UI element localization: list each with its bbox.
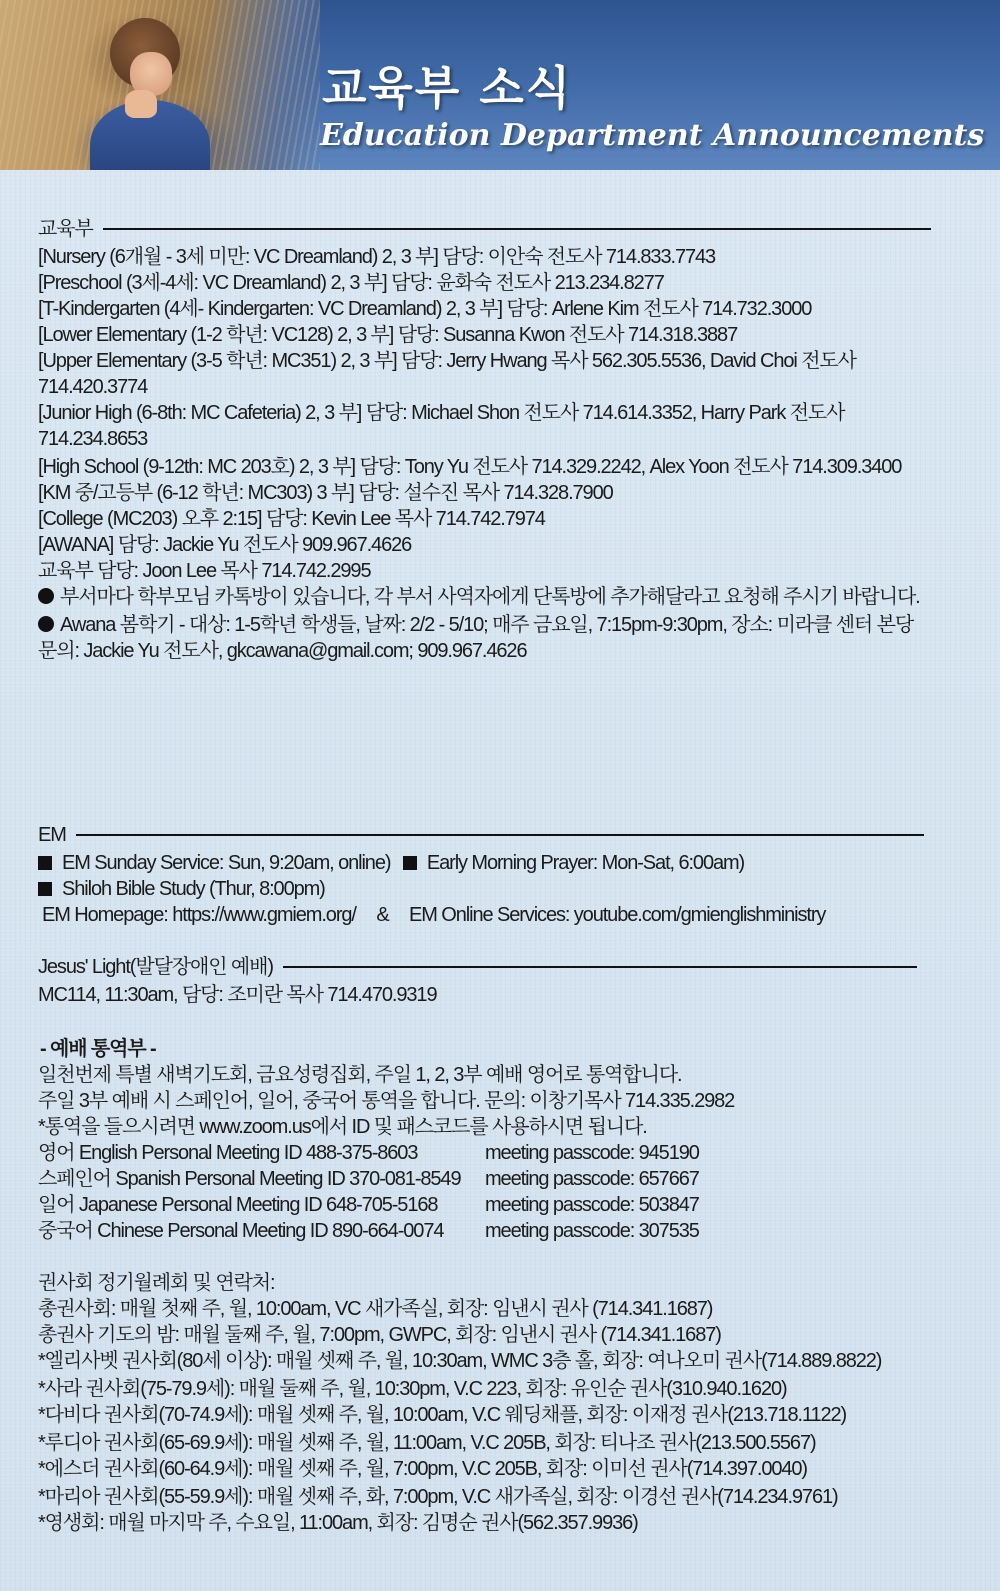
jesus-light-heading-rule (283, 966, 917, 968)
education-line: [High School (9-12th: MC 203호) 2, 3 부] 담당: Tony Yu 전도사 714.329.2242, Alex Yoon 전도사 714.309.3400 (38, 456, 902, 478)
kwonsa-line: 총권사 기도의 밤: 매월 둘째 주, 월, 7:00pm, GWPC, 회장: 임낸시 권사 (714.341.1687) (38, 1324, 721, 1346)
kwonsa-line: *사라 권사회(75-79.9세): 매월 둘째 주, 월, 10:30pm, V.C 223, 회장: 유인순 권사(310.940.1620) (38, 1378, 787, 1400)
square-bullet-icon (38, 882, 52, 896)
meeting-passcode: meeting passcode: 503847 (485, 1194, 699, 1216)
header-title-korean: 교육부 소식 (322, 61, 573, 115)
interpretation-line: 주일 3부 예배 시 스페인어, 일어, 중국어 통역을 합니다. 문의: 이창기목사 714.335.2982 (38, 1090, 735, 1112)
education-line: 714.234.8653 (38, 428, 148, 450)
em-online-services: EM Online Services: youtube.com/gmienglishministry (409, 904, 826, 926)
meeting-id: 일어 Japanese Personal Meeting ID 648-705-5168 (38, 1194, 438, 1216)
meeting-passcode: meeting passcode: 945190 (485, 1142, 699, 1164)
header-title-english: Education Department Announcements (320, 118, 985, 153)
praying-hands-shape (125, 90, 157, 118)
interpretation-line: *통역을 들으시려면 www.zoom.us에서 ID 및 패스코드를 사용하시면 됩니다. (38, 1116, 647, 1138)
interpretation-line: 일천번제 특별 새벽기도회, 금요성령집회, 주일 1, 2, 3부 예배 영어로 통역합니다. (38, 1064, 682, 1086)
education-line: [Nursery (6개월 - 3세 미만: VC Dreamland) 2, 3 부] 담당: 이안숙 전도사 714.833.7743 (38, 246, 716, 268)
kwonsa-line: *다비다 권사회(70-74.9세): 매월 셋째 주, 월, 10:00am, V.C 웨딩채플, 회장: 이재정 권사(213.718.1122) (38, 1404, 847, 1426)
kwonsa-line: *에스더 권사회(60-64.9세): 매월 셋째 주, 월, 7:00pm, V.C 205B, 회장: 이미선 권사(714.397.0040) (38, 1458, 807, 1480)
education-line: [T-Kindergarten (4세- Kindergarten: VC Dreamland) 2, 3 부] 담당: Arlene Kim 전도사 714.732.3000 (38, 298, 812, 320)
education-line: [Junior High (6-8th: MC Cafeteria) 2, 3 부] 담당: Michael Shon 전도사 714.614.3352, Harry Park 전도사 (38, 402, 845, 424)
awana-inquiry: 문의: Jackie Yu 전도사, gkcawana@gmail.com; 909.967.4626 (38, 640, 527, 662)
jesus-light-heading-text: Jesus' Light(발달장애인 예배) (38, 956, 273, 978)
education-line: [AWANA] 담당: Jackie Yu 전도사 909.967.4626 (38, 534, 412, 556)
education-line: [Preschool (3세-4세: VC Dreamland) 2, 3 부] 담당: 윤화숙 전도사 213.234.8277 (38, 272, 664, 294)
em-section-heading (38, 822, 924, 848)
kwonsa-line: 총권사회: 매월 첫째 주, 월, 10:00am, VC 새가족실, 회장: 임낸시 권사 (714.341.1687) (38, 1298, 713, 1320)
header-banner (0, 0, 1000, 170)
em-early-prayer: Early Morning Prayer: Mon-Sat, 6:00am) (426, 852, 745, 874)
bullet-dot-icon (38, 588, 54, 604)
education-line: [Lower Elementary (1-2 학년: VC128) 2, 3 부] 담당: Susanna Kwon 전도사 714.318.3887 (38, 324, 738, 346)
jesus-light-section-heading (38, 954, 917, 980)
education-line: [College (MC203) 오후 2:15] 담당: Kevin Lee 목사 714.742.7974 (38, 508, 545, 530)
kwonsa-line: *마리아 권사회(55-59.9세): 매월 셋째 주, 화, 7:00pm, V.C 새가족실, 회장: 이경선 권사(714.234.9761) (38, 1486, 838, 1508)
em-heading-text: EM (38, 824, 66, 846)
meeting-id: 영어 English Personal Meeting ID 488-375-8603 (38, 1142, 418, 1164)
kwonsa-line: *엘리사벳 권사회(80세 이상): 매월 셋째 주, 월, 10:30am, WMC 3층 홀, 회장: 여나오미 권사(714.889.8822) (38, 1350, 882, 1372)
em-homepage: EM Homepage: https://www.gmiem.org/ (42, 904, 356, 926)
interpretation-heading: - 예배 통역부 - (40, 1038, 156, 1060)
meeting-passcode: meeting passcode: 657667 (485, 1168, 699, 1190)
education-line: [KM 중/고등부 (6-12 학년: MC303) 3 부] 담당: 설수진 목사 714.328.7900 (38, 482, 613, 504)
em-ampersand: & (376, 904, 389, 926)
jesus-light-line: MC114, 11:30am, 담당: 조미란 목사 714.470.9319 (38, 984, 437, 1006)
em-shiloh-bible-study: Shiloh Bible Study (Thur, 8:00pm) (62, 878, 325, 900)
child-praying-photo (0, 0, 320, 170)
kwonsa-heading: 권사회 정기월례회 및 연락처: (38, 1272, 275, 1294)
meeting-id: 스페인어 Spanish Personal Meeting ID 370-081-8549 (38, 1168, 461, 1190)
meeting-passcode: meeting passcode: 307535 (485, 1220, 699, 1242)
education-bullet-text: 부서마다 학부모님 카톡방이 있습니다, 각 부서 사역자에게 단톡방에 추가해달라고 요청해 주시기 바랍니다. (60, 586, 920, 608)
em-service-line (38, 850, 744, 876)
education-heading-rule (103, 228, 931, 230)
education-line: 교육부 담당: Joon Lee 목사 714.742.2995 (38, 560, 371, 582)
bullet-dot-icon (38, 616, 54, 632)
kwonsa-line: *영생회: 매월 마지막 주, 수요일, 11:00am, 회장: 김명순 권사(562.357.9936) (38, 1512, 638, 1534)
education-section-heading (38, 216, 931, 242)
education-bullet (38, 612, 913, 638)
education-bullet (38, 584, 920, 610)
square-bullet-icon (403, 856, 417, 870)
kwonsa-line: *루디아 권사회(65-69.9세): 매월 셋째 주, 월, 11:00am, V.C 205B, 회장: 티나조 권사(213.500.5567) (38, 1432, 816, 1454)
education-line: 714.420.3774 (38, 376, 148, 398)
education-bullet-text: Awana 봄학기 - 대상: 1-5학년 학생들, 날짜: 2/2 - 5/10; 매주 금요일, 7:15pm-9:30pm, 장소: 미라클 센터 본당 (60, 614, 914, 636)
em-sunday-service: EM Sunday Service: Sun, 9:20am, online) (62, 852, 391, 874)
square-bullet-icon (38, 856, 52, 870)
em-bible-study-line (38, 876, 325, 902)
education-heading-text: 교육부 (38, 218, 93, 240)
em-links-line (42, 902, 825, 928)
meeting-id: 중국어 Chinese Personal Meeting ID 890-664-0074 (38, 1220, 444, 1242)
em-heading-rule (76, 834, 924, 836)
education-line: [Upper Elementary (3-5 학년: MC351) 2, 3 부] 담당: Jerry Hwang 목사 562.305.5536, David Choi 전도사 (38, 350, 856, 372)
